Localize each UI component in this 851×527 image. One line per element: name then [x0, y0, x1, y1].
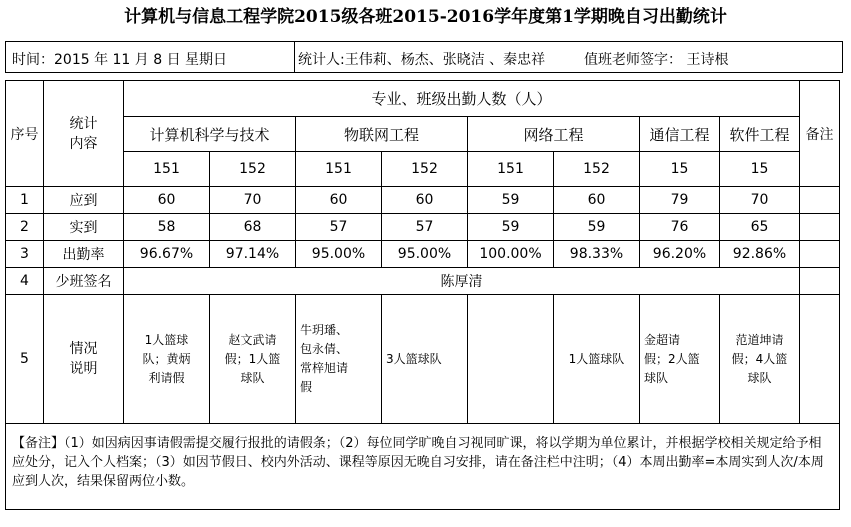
header-seq: 序号 [6, 81, 44, 187]
class-number: 15 [720, 152, 800, 187]
counters-text: 统计人:王伟莉、杨杰、张晓洁 、秦忠祥 [298, 52, 546, 68]
remark-cell [800, 295, 840, 424]
table-row [6, 214, 840, 241]
data-cell: 95.00% [382, 241, 468, 268]
remark-cell [800, 187, 840, 214]
major-comm: 通信工程 [640, 117, 720, 152]
data-cell: 59 [468, 214, 554, 241]
data-cell: 65 [720, 214, 800, 241]
row-seq: 3 [6, 241, 44, 268]
situation-cell: 范道坤请 假；4人篮 球队 [720, 295, 800, 424]
data-cell: 76 [640, 214, 720, 241]
data-cell: 96.67% [124, 241, 210, 268]
attendance-table [5, 80, 840, 510]
page-title: 计算机与信息工程学院2015级各班2015-2016学年度第1学期晚自习出勤统计 [124, 7, 727, 27]
row-label: 情况 说明 [44, 295, 124, 424]
data-cell: 95.00% [296, 241, 382, 268]
data-cell: 60 [124, 187, 210, 214]
remark-cell [800, 214, 840, 241]
row-seq: 5 [6, 295, 44, 424]
note-row [6, 424, 840, 510]
major-iot: 物联网工程 [296, 117, 468, 152]
row-seq: 2 [6, 214, 44, 241]
class-number: 151 [296, 152, 382, 187]
table-row [6, 295, 840, 424]
data-cell: 57 [296, 214, 382, 241]
data-cell: 59 [554, 214, 640, 241]
row-label: 少班签名 [44, 268, 124, 295]
class-number: 15 [640, 152, 720, 187]
data-cell: 68 [210, 214, 296, 241]
situation-cell: 牛玥璠、 包永倩、 常梓旭请 假 [296, 295, 382, 424]
class-number: 152 [554, 152, 640, 187]
data-cell: 60 [296, 187, 382, 214]
remark-cell [800, 268, 840, 295]
data-cell: 59 [468, 187, 554, 214]
row-seq: 1 [6, 187, 44, 214]
teacher-sign-text: 值班老师签字： 王诗根 [584, 52, 729, 68]
row-label: 应到 [44, 187, 124, 214]
table-row [6, 241, 840, 268]
table-row [6, 187, 840, 214]
class-number: 151 [468, 152, 554, 187]
row-label: 出勤率 [44, 241, 124, 268]
data-cell: 96.20% [640, 241, 720, 268]
note-text: 【备注】（1）如因病因事请假需提交履行报批的请假条；（2）每位同学旷晚自习视同旷课，将以学期为单位累计，并根据学校相关规定给予相应处分，记入个人档案；（3）如因节假日、校内外活动、课程等原因无晚自习安排，请在备注栏中注明；（4）本周出勤率=本周实到人次/本周应到人次，结果保留两位小数。 [6, 424, 840, 510]
row-label: 实到 [44, 214, 124, 241]
remark-cell [800, 241, 840, 268]
situation-cell: 1人篮球 队；黄炳 利请假 [124, 295, 210, 424]
data-cell: 70 [720, 187, 800, 214]
data-cell: 79 [640, 187, 720, 214]
row-seq: 4 [6, 268, 44, 295]
header-remark: 备注 [800, 81, 840, 187]
major-cs: 计算机科学与技术 [124, 117, 296, 152]
major-software: 软件工程 [720, 117, 800, 152]
time-text: 时间：2015 年 11 月 8 日 星期日 [12, 52, 228, 68]
table-row [6, 268, 840, 295]
data-cell: 57 [382, 214, 468, 241]
class-number: 152 [210, 152, 296, 187]
situation-cell: 赵文武请 假；1人篮 球队 [210, 295, 296, 424]
class-number: 152 [382, 152, 468, 187]
situation-cell: 1人篮球队 [554, 295, 640, 424]
header-item: 统计 内容 [44, 81, 124, 187]
situation-cell [468, 295, 554, 424]
data-cell: 98.33% [554, 241, 640, 268]
major-network: 网络工程 [468, 117, 640, 152]
header-group: 专业、班级出勤人数（人） [124, 81, 800, 117]
data-cell: 58 [124, 214, 210, 241]
situation-cell: 金超请 假；2人篮 球队 [640, 295, 720, 424]
data-cell: 60 [382, 187, 468, 214]
data-cell: 92.86% [720, 241, 800, 268]
meta-row [5, 41, 843, 73]
sign-name-cell: 陈厚清 [124, 268, 800, 295]
situation-cell: 3人篮球队 [382, 295, 468, 424]
data-cell: 100.00% [468, 241, 554, 268]
data-cell: 60 [554, 187, 640, 214]
class-number: 151 [124, 152, 210, 187]
data-cell: 70 [210, 187, 296, 214]
data-cell: 97.14% [210, 241, 296, 268]
meta-divider [294, 42, 295, 72]
